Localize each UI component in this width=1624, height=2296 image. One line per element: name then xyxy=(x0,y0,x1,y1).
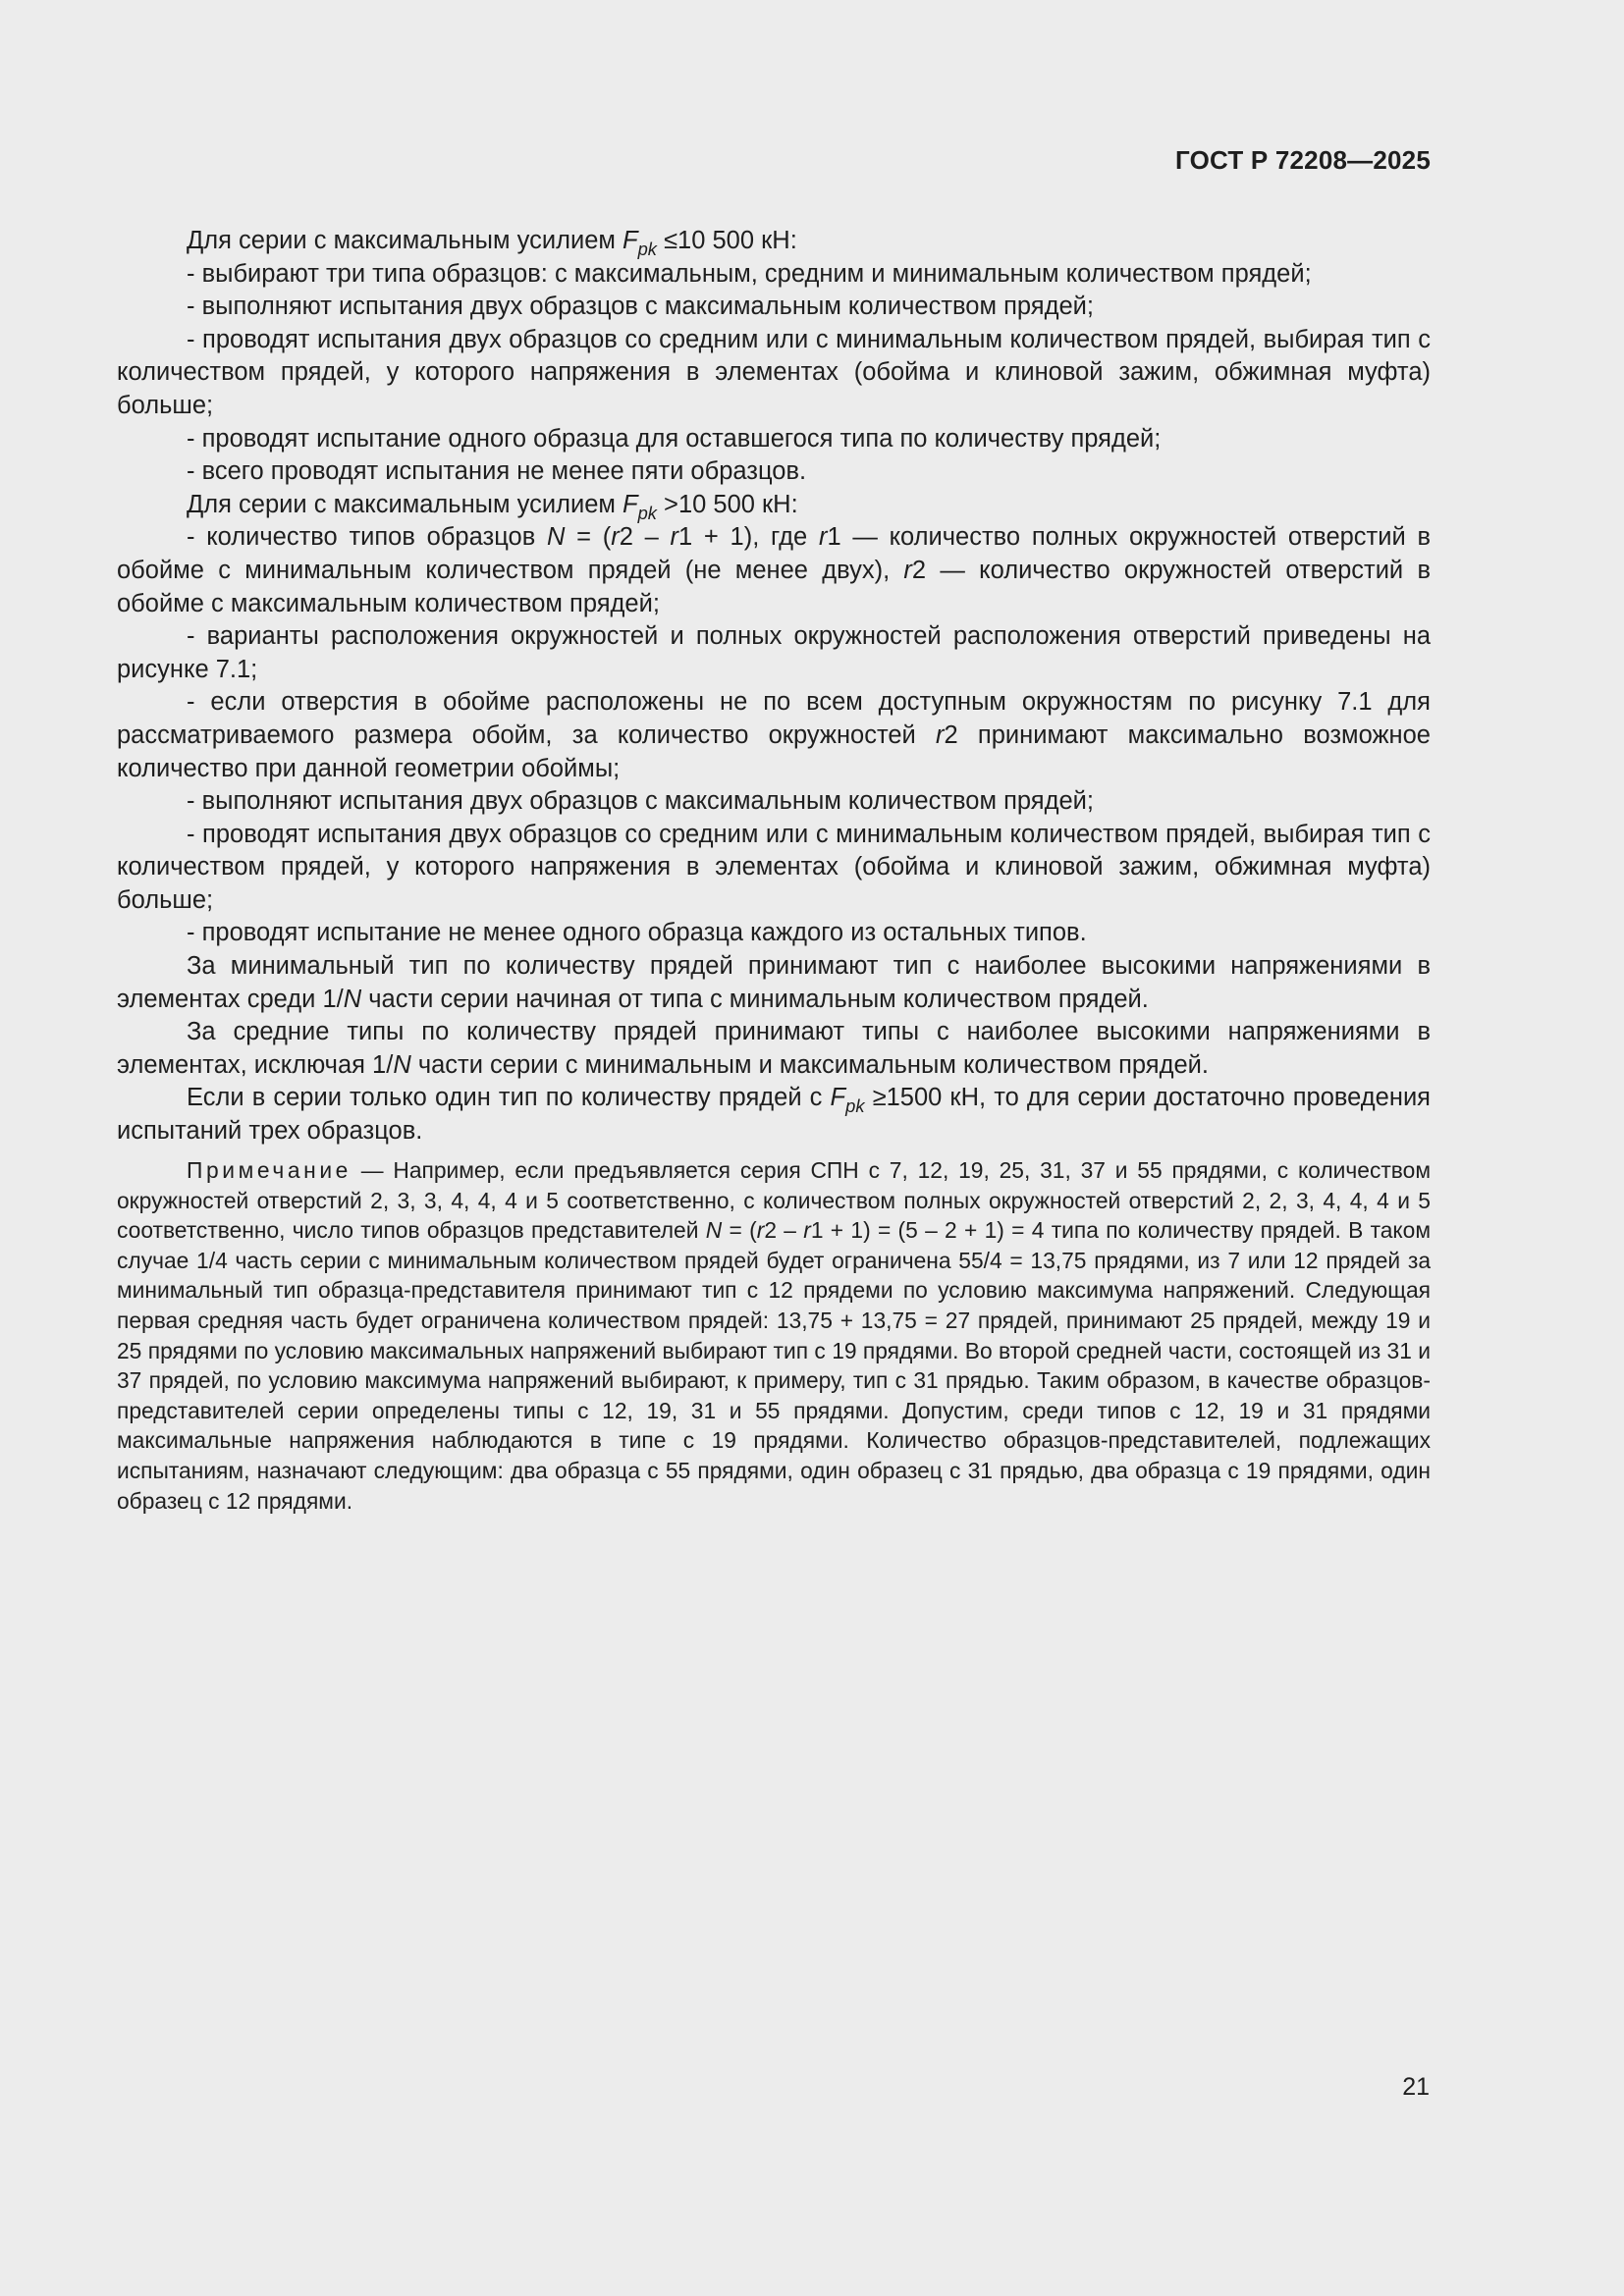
list-item: - проводят испытания двух образцов со средним или с минимальным количеством прядей, выбирая тип с количеством прядей, у которого напряжения в элементах (обойма и клиновой зажим, обжимная муфта) больше; xyxy=(117,820,1431,914)
paragraph-minimal-type xyxy=(117,950,1431,1016)
text-fragment: 2 – xyxy=(619,523,671,552)
variable-N: N xyxy=(343,985,362,1013)
variable-N: N xyxy=(705,1217,723,1244)
variable-r: r xyxy=(756,1217,765,1244)
force-symbol: F xyxy=(623,490,638,518)
force-symbol: F xyxy=(830,1084,846,1112)
text-fragment: Если в серии только один тип по количеству прядей с xyxy=(187,1084,831,1112)
list-item xyxy=(117,521,1431,620)
text-fragment: Для серии с максимальным усилием xyxy=(187,490,623,518)
list-item: - варианты расположения окружностей и полных окружностей расположения отверстий приведены на рисунке 7.1; xyxy=(117,622,1431,683)
text-fragment: >10 500 кН: xyxy=(656,490,798,518)
text-fragment: 2 – xyxy=(764,1217,804,1244)
variable-r: r xyxy=(670,523,679,552)
text-fragment: За средние типы по количеству прядей принимают типы с наиболее высокими напряжениями в элементах, исключая 1/ xyxy=(117,1018,1431,1079)
text-fragment: = ( xyxy=(722,1217,757,1244)
variable-r: r xyxy=(818,523,828,552)
text-fragment: части серии начиная от типа с минимальным количеством прядей. xyxy=(361,985,1149,1013)
force-subscript: pk xyxy=(637,502,657,523)
text-fragment: ≥1500 кН, то для серии достаточно проведения испытаний трех образцов. xyxy=(117,1084,1431,1146)
main-text xyxy=(117,225,1431,1148)
text-fragment: 2 — количество окружностей отверстий в обойме с максимальным количеством прядей; xyxy=(117,556,1431,617)
list-item: - проводят испытание одного образца для оставшегося типа по количеству прядей; xyxy=(187,424,1162,453)
variable-r: r xyxy=(803,1217,811,1244)
paragraph-middle-types xyxy=(117,1016,1431,1082)
note-label: Примечание xyxy=(187,1157,352,1183)
text-fragment: — Например, если предъявляется серия СПН с 7, 12, 19, 25, 31, 37 и 55 прядями, с количеством окружностей отверстий 2, 3, 3, 4, 4, 4 и 5 соответственно, с количеством полных окружностей отверстий 2, 2, 3, 4, 4, 4 и 5 соответственно, число типов образцов представителей xyxy=(117,1157,1431,1244)
text-fragment: - если отверстия в обойме расположены не по всем доступным окружностям по рисунку 7.1 для рассматриваемого размера обойм, за количество окружностей xyxy=(117,688,1431,749)
list-item: - всего проводят испытания не менее пяти образцов. xyxy=(187,457,807,486)
page-number: 21 xyxy=(1402,2073,1430,2101)
force-subscript: pk xyxy=(637,238,657,259)
variable-r: r xyxy=(611,523,620,552)
paragraph-series-le-10500 xyxy=(117,225,1431,258)
list-item: - проводят испытание не менее одного образца каждого из остальных типов. xyxy=(187,919,1087,947)
text-fragment: 1 — количество полных окружностей отверстий в обойме с минимальным количеством прядей (не менее двух), xyxy=(117,523,1431,584)
text-fragment: = ( xyxy=(565,523,612,552)
variable-N: N xyxy=(546,523,566,552)
text-fragment: За минимальный тип по количеству прядей принимают тип с наиболее высокими напряжениями в элементах среди 1/ xyxy=(117,952,1431,1013)
list-item: - выполняют испытания двух образцов с максимальным количеством прядей; xyxy=(187,787,1094,816)
list-item: - проводят испытания двух образцов со средним или с минимальным количеством прядей, выбирая тип с количеством прядей, у которого напряжения в элементах (обойма и клиновой зажим, обжимная муфта) больше; xyxy=(117,325,1431,419)
note-block xyxy=(117,1155,1431,1516)
list-item xyxy=(117,686,1431,785)
text-fragment: 1 + 1), где xyxy=(678,523,819,552)
variable-r: r xyxy=(936,721,945,749)
standard-id-header: ГОСТ Р 72208—2025 xyxy=(1175,145,1431,175)
text-fragment: ≤10 500 кН: xyxy=(656,227,797,254)
force-symbol: F xyxy=(623,227,638,254)
text-fragment: Для серии с максимальным усилием xyxy=(187,227,623,254)
text-fragment: части серии с минимальным и максимальным количеством прядей. xyxy=(410,1050,1209,1079)
text-fragment: 2 принимают максимально возможное количество при данной геометрии обоймы; xyxy=(117,721,1431,782)
text-fragment: 1 + 1) = (5 – 2 + 1) = 4 типа по количеству прядей. В таком случае 1/4 часть серии с минимальным количеством прядей будет ограничена 55/4 = 13,75 прядями, из 7 или 12 прядей за минимальный тип образца-представителя принимают тип с 12 прядеми по условию максимума напряжений. Следующая первая средняя часть будет ограничена количеством прядей: 13,75 + 13,75 = 27 прядей, принимают 25 прядей, между 19 и 25 прядями по условию максимальных напряжений выбирают тип с 19 прядями. Во второй средней части, состоящей из 31 и 37 прядей, по условию максимума напряжений выбирают, к примеру, тип с 31 прядью. Таким образом, в качестве образцов-представителей серии определены типы с 12, 19, 31 и 55 прядями. Допустим, среди типов с 12, 19 и 31 прядями максимальные напряжения наблюдаются в типе с 19 прядями. Количество образцов-представителей, подлежащих испытаниям, назначают следующим: два образца с 55 прядями, один образец с 31 прядью, два образца с 19 прядями, один образец с 12 прядями. xyxy=(117,1217,1432,1514)
list-item: - выполняют испытания двух образцов с максимальным количеством прядей; xyxy=(187,293,1094,321)
text-fragment: - количество типов образцов xyxy=(187,523,547,552)
paragraph-series-gt-10500 xyxy=(117,489,1431,522)
list-item: - выбирают три типа образцов: с максимальным, средним и минимальным количеством прядей; xyxy=(187,259,1312,288)
variable-r: r xyxy=(903,556,912,584)
variable-N: N xyxy=(393,1050,411,1079)
paragraph-single-type xyxy=(117,1082,1431,1148)
force-subscript: pk xyxy=(845,1095,865,1117)
note-paragraph xyxy=(117,1155,1431,1516)
